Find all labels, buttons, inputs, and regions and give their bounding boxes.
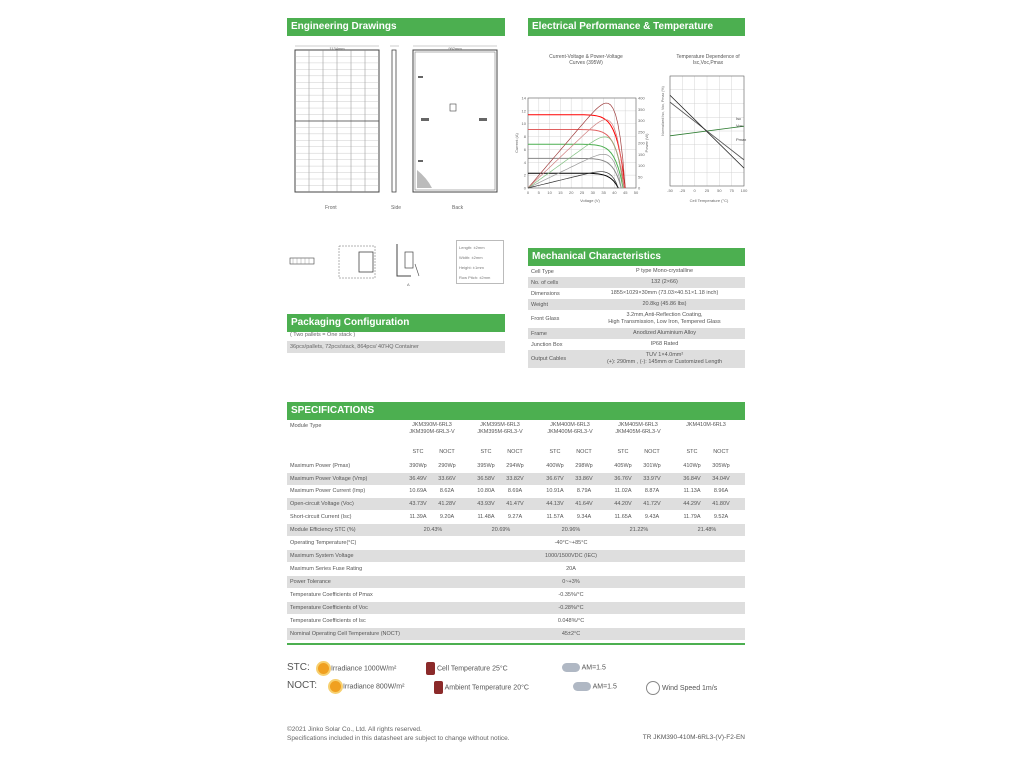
legend-wind: [646, 681, 717, 695]
spec-key: Temperature Coefficients of Isc: [290, 617, 366, 624]
sun-icon: [318, 663, 329, 674]
spec-value: 11.13A: [683, 488, 701, 495]
engineering-drawings-header: [287, 18, 505, 36]
spec-value: 41.64V: [575, 501, 593, 508]
thermometer-icon: [434, 681, 443, 694]
section-title: Packaging Configuration: [291, 317, 410, 328]
y-tick-label: 6: [523, 146, 526, 152]
spec-value: 9.20A: [439, 513, 455, 520]
efficiency-value: 21.22%: [629, 526, 649, 533]
spec-value: 36.76V: [614, 475, 632, 482]
spec-value: 11.57A: [546, 513, 564, 520]
mechanical-value: 1855×1029×30mm (73.03×40.51×1.18 inch): [610, 290, 719, 296]
spec-row: [287, 576, 745, 588]
spec-value: 45±2°C: [561, 630, 581, 637]
legend-noct-label: NOCT:: [287, 680, 317, 691]
spec-row: [287, 615, 745, 627]
spec-value: 36.49V: [409, 475, 427, 482]
legend-text: Ambient Temperature 20°C: [444, 684, 529, 692]
packaging-row: [287, 341, 505, 353]
dimension-tolerance-box: [456, 240, 504, 284]
temp-xlabel: Cell Temperature (°C): [689, 198, 729, 203]
spec-row: [287, 498, 745, 510]
y2-tick-label: 350: [638, 106, 645, 112]
legend-text: Cell Temperature 25°C: [436, 665, 508, 673]
y-tick-label: 4: [523, 159, 526, 165]
x-tick-label: 100: [740, 188, 748, 193]
label-front: Front: [325, 205, 337, 211]
mechanical-value: Anodized Aluminium Alloy: [633, 330, 696, 336]
spec-value: 10.69A: [409, 488, 427, 495]
spec-value: 1000/1500VDC (IEC): [545, 552, 597, 559]
model-name: JKM400M-6RL3-V: [547, 429, 593, 435]
section-title: Mechanical Characteristics: [532, 251, 661, 262]
mechanical-value: 20.8kg (45.86 lbs): [642, 301, 687, 307]
spec-value: 10.80A: [477, 488, 495, 495]
spec-value: 41.80V: [712, 501, 730, 508]
spec-row: [287, 485, 745, 497]
model-name: JKM405M-6RL3-V: [615, 429, 661, 435]
y-axis-label: Normalized Isc, Voc, Pmax (%): [661, 86, 665, 136]
mechanical-table: [528, 266, 745, 376]
y-tick-label: 2: [523, 172, 526, 178]
mechanical-key: Weight: [531, 301, 549, 308]
x-tick-label: 15: [558, 190, 563, 195]
y2-tick-label: 50: [638, 174, 643, 180]
spec-row: [287, 628, 745, 640]
spec-value: 11.39A: [409, 513, 427, 520]
x-tick-label: 25: [704, 188, 710, 193]
stc-heading: STC: [480, 449, 492, 455]
mechanical-row: [528, 350, 745, 368]
x-tick-label: 0: [693, 188, 696, 193]
noct-heading: NOCT: [439, 449, 455, 455]
tolerance-height: Height: ±1mm: [459, 265, 484, 270]
temperature-chart: [660, 72, 750, 212]
stc-noct-row: [287, 446, 745, 458]
mechanical-key: No. of cells: [531, 279, 559, 286]
y2-tick-label: 200: [638, 140, 645, 146]
x-tick-label: 5: [537, 190, 540, 195]
legend-am-noct: [573, 682, 617, 691]
legend-cell-temp: [426, 662, 508, 675]
module-type-label: Module Type: [290, 423, 322, 429]
legend-stc-irradiance: [318, 663, 396, 674]
spec-row: [287, 511, 745, 523]
spec-value: -0.35%/°C: [558, 591, 584, 598]
model-name: JKM395M-6RL3: [480, 422, 520, 428]
spec-key: Open-circuit Voltage (Voc): [290, 501, 354, 508]
spec-value: 41.47V: [506, 501, 524, 508]
legend-text: Irradiance 800W/m²: [342, 683, 405, 691]
spec-key: Nominal Operating Cell Temperature (NOCT): [290, 630, 400, 637]
spec-value: 298Wp: [575, 463, 593, 469]
legend-ambient-temp: [434, 681, 529, 694]
spec-key: Temperature Coefficients of Voc: [290, 604, 368, 611]
sun-icon: [330, 681, 341, 692]
x-tick-label: 10: [547, 190, 552, 195]
y-tick-label: 14: [521, 95, 526, 101]
spec-value: 9.43A: [644, 513, 660, 520]
x-tick-label: 50: [633, 190, 639, 195]
packaging-header: [287, 314, 505, 332]
y2-tick-label: 300: [638, 118, 645, 123]
spec-key: Maximum Series Fuse Rating: [290, 565, 363, 572]
spec-value: 9.27A: [507, 513, 523, 520]
x-tick-label: 35: [601, 190, 606, 195]
series-label: Pmax: [736, 136, 747, 142]
spec-key: Short-circuit Current (Isc): [290, 513, 352, 520]
mechanical-value: 3.2mm,Anti-Reflection Coating, High Transmission, Low Iron, Tempered Glass: [608, 312, 721, 325]
mechanical-key: Junction Box: [531, 341, 563, 348]
spec-value: 36.67V: [546, 475, 564, 482]
spec-row: [287, 563, 745, 575]
y2-tick-label: 0: [638, 185, 641, 191]
cloud-icon: [562, 663, 580, 672]
mechanical-row: [528, 310, 745, 328]
spec-value: 43.73V: [409, 501, 427, 508]
model-name: JKM395M-6RL3-V: [477, 429, 523, 435]
spec-value: 20A: [566, 565, 576, 572]
tolerance-length: Length: ±2mm: [459, 245, 485, 250]
temp-chart-title: Temperature Dependence of Isc,Voc,Pmax: [676, 54, 740, 66]
model-name: JKM400M-6RL3: [550, 422, 590, 428]
specifications-table: [287, 420, 745, 650]
y-tick-label: 12: [521, 108, 526, 114]
thermometer-icon: [426, 662, 435, 675]
spec-value: 390Wp: [409, 463, 427, 469]
spec-value: 44.20V: [614, 501, 632, 508]
spec-value: 43.93V: [477, 501, 495, 508]
x-tick-label: 0: [526, 190, 530, 195]
spec-key: Maximum Power Voltage (Vmp): [290, 475, 368, 482]
spec-row: [287, 537, 745, 549]
legend-am-stc: [562, 663, 606, 672]
y2-tick-label: 150: [638, 151, 645, 157]
packaging-line-1: ( Two pallets = One stack ): [290, 332, 356, 338]
model-name: JKM405M-6RL3: [618, 422, 658, 428]
mechanical-row: [528, 266, 745, 277]
label-side: Side: [391, 205, 402, 211]
spec-value: 9.52A: [713, 513, 729, 520]
spec-value: 41.72V: [643, 501, 661, 508]
stc-heading: STC: [617, 449, 629, 455]
spec-value: 410Wp: [683, 463, 701, 469]
stc-heading: STC: [686, 449, 698, 455]
y-axis-label: Current (A): [514, 133, 519, 153]
stc-heading: STC: [412, 449, 424, 455]
legend-text: Wind Speed 1m/s: [661, 684, 718, 692]
mechanical-key: Front Glass: [531, 316, 560, 322]
front-width-dim: 1134mm: [329, 46, 345, 51]
spec-value: 0.048%/°C: [557, 617, 585, 624]
spec-key: Temperature Coefficients of Pmax: [290, 591, 373, 598]
footer-copyright: ©2021 Jinko Solar Co., Ltd. All rights reserved.: [287, 726, 422, 733]
spec-value: 400Wp: [546, 463, 564, 469]
noct-heading: NOCT: [644, 449, 660, 455]
spec-value: 36.58V: [477, 475, 495, 482]
iv-pv-chart: [512, 90, 652, 210]
section-title: Electrical Performance & Temperature Dependence: [532, 21, 714, 50]
spec-value: -0.28%/°C: [558, 604, 584, 611]
spec-value: 34.04V: [712, 475, 730, 482]
mechanical-row: [528, 328, 745, 339]
iv-xlabel: Voltage (V): [580, 198, 600, 203]
mechanical-row: [528, 299, 745, 310]
x-tick-label: 20: [568, 190, 574, 195]
spec-key: Module Efficiency STC (%): [290, 526, 356, 533]
efficiency-row: [287, 524, 745, 536]
mechanical-key: Cell Type: [531, 268, 554, 275]
model-name: JKM410M-6RL3: [686, 422, 726, 428]
packaging-line-2: 36pcs/pallets, 72pcs/stack, 864pcs/ 40'HQ Container: [290, 344, 419, 350]
spec-value: 11.48A: [477, 513, 495, 520]
spec-value: 301Wp: [643, 463, 661, 469]
electrical-header: [528, 18, 745, 50]
iv-curve: [528, 115, 625, 188]
spec-value: 8.87A: [644, 488, 660, 495]
mechanical-header: [528, 248, 745, 266]
spec-row: [287, 589, 745, 601]
label-back: Back: [452, 205, 464, 211]
spec-key: Operating Temperature(°C): [290, 539, 357, 546]
spec-value: 405Wp: [614, 463, 632, 469]
x-tick-label: 30: [590, 190, 596, 195]
spec-value: 44.13V: [546, 501, 564, 508]
y-tick-label: 8: [523, 134, 526, 140]
x-tick-label: 40: [612, 190, 617, 195]
spec-value: 11.65A: [614, 513, 632, 520]
module-type-row: [287, 420, 745, 448]
mechanical-row: [528, 339, 745, 350]
x-tick-label: 45: [622, 190, 628, 195]
legend-text: AM=1.5: [592, 683, 617, 691]
spec-key: Maximum Power Current (Imp): [290, 488, 366, 495]
spec-value: 33.66V: [438, 475, 456, 482]
mechanical-value: IP68 Rated: [650, 341, 679, 347]
tolerance-row-pitch: Row Pitch: ±2mm: [459, 275, 491, 280]
mechanical-key: Dimensions: [531, 290, 560, 297]
spec-row: [287, 460, 745, 472]
spec-row: [287, 473, 745, 485]
model-name: JKM390M-6RL3: [412, 422, 452, 428]
y2-tick-label: 400: [638, 95, 645, 101]
series-label: Isc: [736, 116, 742, 122]
iv-chart-title: Current-Voltage & Power-Voltage Curves (395W): [549, 54, 623, 66]
spec-value: 33.97V: [643, 475, 661, 482]
x-tick-label: 75: [729, 188, 734, 193]
spec-value: 8.69A: [507, 488, 523, 495]
efficiency-value: 20.69%: [491, 526, 511, 533]
spec-value: 10.91A: [546, 488, 564, 495]
spec-value: 294Wp: [506, 463, 524, 469]
pv-curve: [528, 172, 618, 188]
mechanical-value: TUV 1×4.0mm² (+): 290mm , (-): 145mm or Customized Length: [606, 352, 723, 365]
y2-axis-label: Power (W): [644, 133, 649, 153]
spec-value: 33.82V: [506, 475, 524, 482]
spec-value: 8.62A: [439, 488, 455, 495]
spec-value: 11.02A: [614, 488, 632, 495]
mechanical-key: Frame: [531, 330, 547, 337]
footer-doc-code: TR JKM390-410M-6RL3-(V)-F2-EN: [642, 734, 745, 741]
section-title: SPECIFICATIONS: [291, 405, 375, 416]
spec-value: 8.79A: [576, 488, 592, 495]
y-tick-label: 0: [523, 185, 526, 191]
spec-value: 0~+3%: [562, 578, 580, 585]
spec-value: 305Wp: [712, 463, 730, 469]
spec-key: Maximum System Voltage: [290, 552, 354, 559]
x-tick-label: -50: [667, 188, 673, 193]
legend-stc-label: STC:: [287, 662, 310, 673]
spec-value: 8.96A: [713, 488, 729, 495]
spec-value: 9.34A: [576, 513, 592, 520]
x-tick-label: -25: [679, 188, 686, 193]
spec-value: -40°C~+85°C: [554, 539, 588, 546]
legend-text: Irradiance 1000W/m²: [330, 665, 397, 673]
spec-value: 11.79A: [683, 513, 701, 520]
wind-icon: [646, 681, 660, 695]
spec-value: 395Wp: [477, 463, 495, 469]
noct-heading: NOCT: [507, 449, 523, 455]
legend-noct-irradiance: [330, 681, 404, 692]
y2-tick-label: 100: [638, 163, 645, 168]
spec-row: [287, 602, 745, 614]
cloud-icon: [573, 682, 591, 691]
efficiency-value: 21.48%: [697, 526, 717, 533]
noct-heading: NOCT: [713, 449, 729, 455]
mechanical-row: [528, 277, 745, 288]
engineering-drawing-figure: [287, 40, 507, 215]
x-tick-label: 50: [717, 188, 722, 193]
legend-text: AM=1.5: [581, 664, 606, 672]
section-title: Engineering Drawings: [291, 21, 397, 32]
spec-key: Maximum Power (Pmax): [290, 463, 351, 469]
spec-value: 33.86V: [575, 475, 593, 482]
spec-value: 41.28V: [438, 501, 456, 508]
spec-value: 36.84V: [683, 475, 701, 482]
series-label: Voc: [736, 123, 743, 128]
svg-text:A: A: [407, 282, 410, 287]
efficiency-value: 20.43%: [423, 526, 443, 533]
model-name: JKM390M-6RL3-V: [409, 429, 455, 435]
spec-row: [287, 550, 745, 562]
x-tick-label: 25: [579, 190, 585, 195]
stc-heading: STC: [549, 449, 561, 455]
footer-notice: Specifications included in this datasheet are subject to change without notice.: [287, 735, 510, 742]
spec-key: Power Tolerance: [290, 578, 331, 585]
spec-value: 290Wp: [438, 463, 456, 469]
tolerance-width: Width: ±2mm: [459, 255, 483, 260]
specifications-header: [287, 402, 745, 420]
spec-value: 44.29V: [683, 501, 701, 508]
y-tick-label: 10: [521, 121, 526, 127]
specifications-bottom-rule: [287, 643, 745, 645]
y2-tick-label: 250: [638, 129, 645, 135]
mechanical-key: Output Cables: [531, 356, 567, 362]
efficiency-value: 20.96%: [561, 526, 581, 533]
back-width-dim: 992mm: [448, 46, 462, 51]
mechanical-value: 132 (2×66): [651, 279, 678, 285]
mechanical-row: [528, 288, 745, 299]
noct-heading: NOCT: [576, 449, 592, 455]
mechanical-value: P type Mono-crystalline: [635, 268, 694, 274]
